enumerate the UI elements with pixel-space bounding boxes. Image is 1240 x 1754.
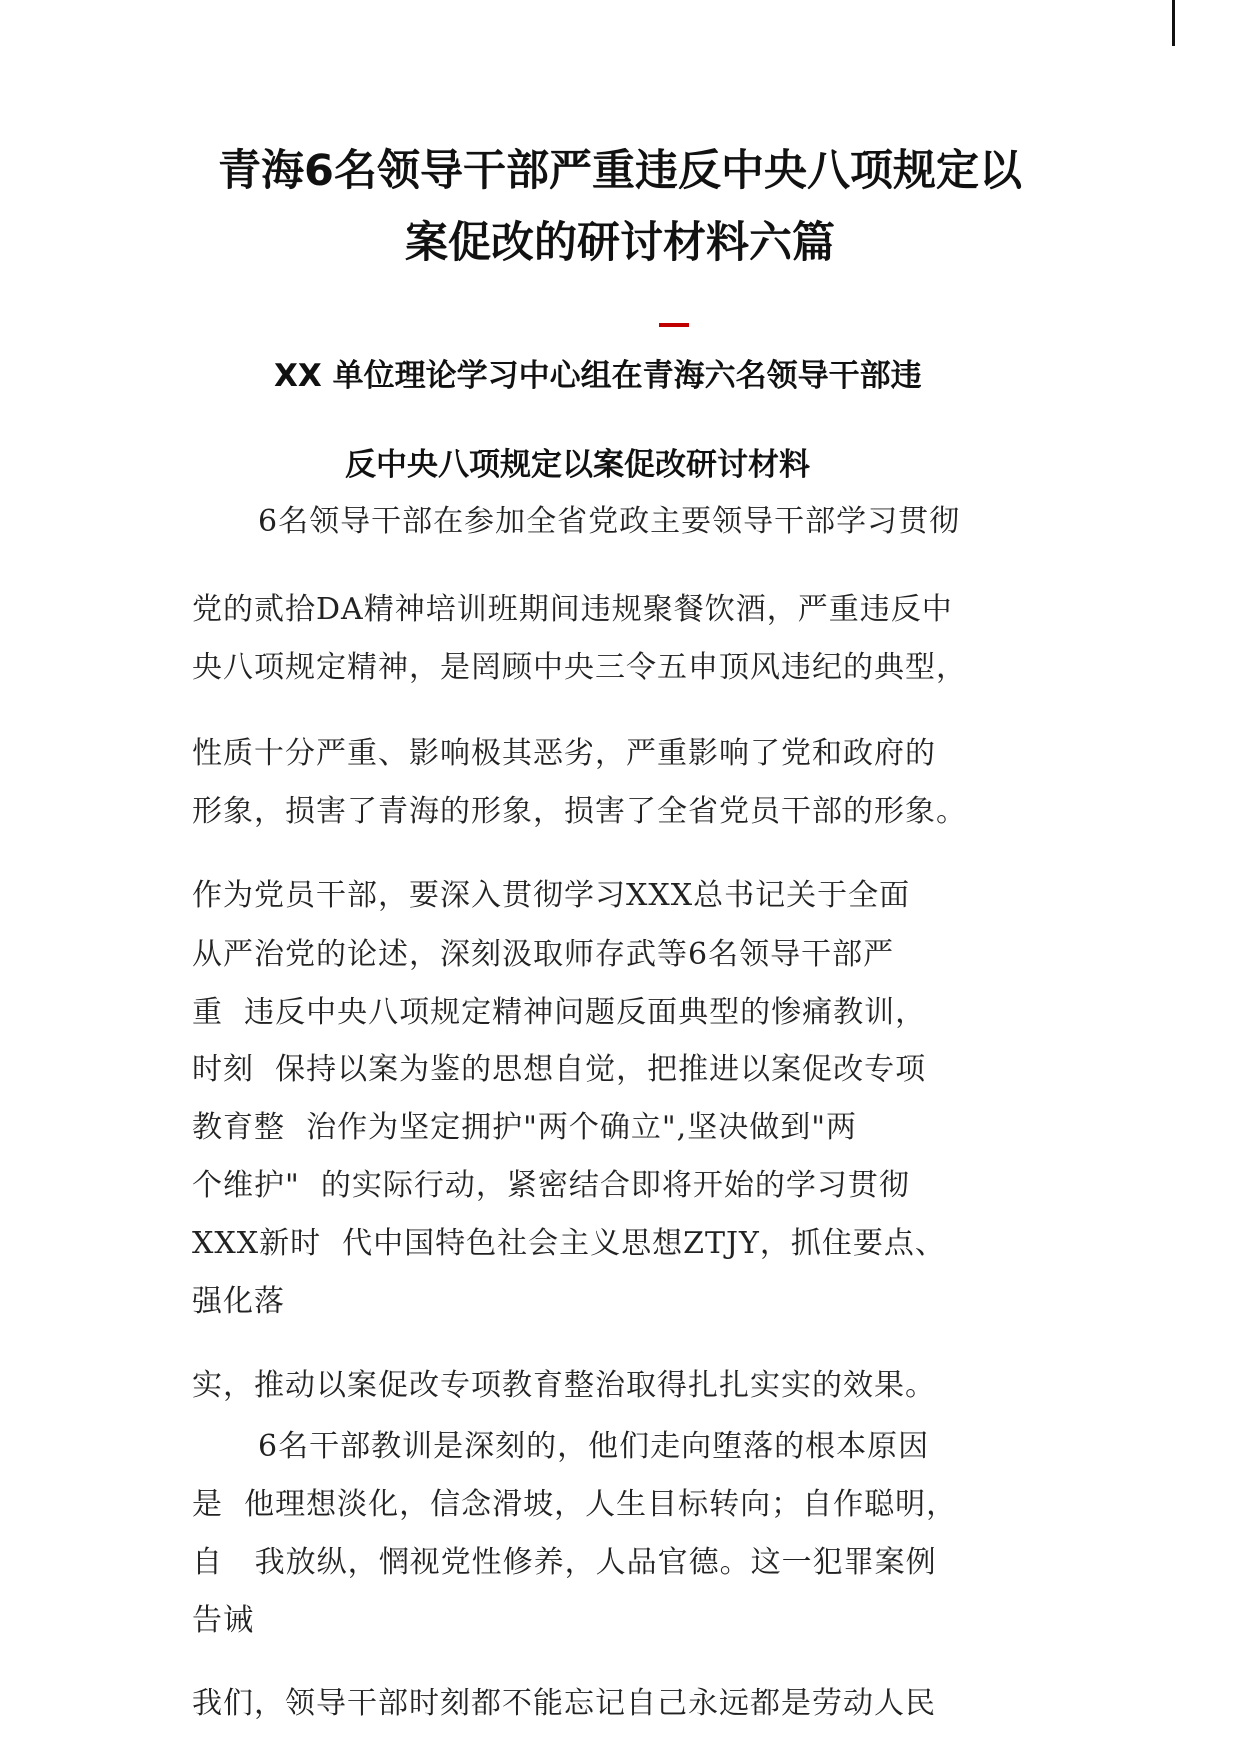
body-line: 是 他理想淡化，信念滑坡，人生目标转向；自作聪明， <box>192 1487 958 1522</box>
body-line: 我们，领导干部时刻都不能忘记自己永远都是劳动人民 <box>192 1686 936 1721</box>
body-line: 时刻 保持以案为鉴的思想自觉，把推进以案促改专项 <box>192 1052 927 1087</box>
subtitle-line-2: 反中央八项规定以案促改研讨材料 <box>345 447 810 483</box>
subtitle-line-1: XX 单位理论学习中心组在青海六名领导干部违 <box>274 358 922 394</box>
corner-mark <box>1172 0 1175 46</box>
body-line: 作为党员干部，要深入贯彻学习XXX总书记关于全面 <box>192 878 911 913</box>
body-line: 性质十分严重、影响极其恶劣，严重影响了党和政府的 <box>192 736 936 771</box>
body-line: 个维护" 的实际行动，紧密结合即将开始的学习贯彻 <box>192 1168 910 1203</box>
body-line: 从严治党的论述，深刻汲取师存武等6名领导干部严 <box>192 937 895 972</box>
body-line: 强化落 <box>192 1284 285 1319</box>
title-line-1: 青海6名领导干部严重违反中央八项规定以 <box>218 146 1022 196</box>
body-line: 重 违反中央八项规定精神问题反面典型的惨痛教训， <box>192 995 927 1030</box>
body-line: 告诫 <box>192 1603 254 1638</box>
body-line: 教育整 治作为坚定拥护"两个确立",坚决做到"两 <box>192 1110 858 1145</box>
body-line: 6名领导干部在参加全省党政主要领导干部学习贯彻 <box>258 504 961 539</box>
body-line: 6名干部教训是深刻的，他们走向堕落的根本原因 <box>258 1429 930 1464</box>
body-line: XXX新时 代中国特色社会主义思想ZTJY，抓住要点、 <box>192 1226 946 1261</box>
body-line: 形象，损害了青海的形象，损害了全省党员干部的形象。 <box>192 794 967 829</box>
body-line: 实，推动以案促改专项教育整治取得扎扎实实的效果。 <box>192 1368 936 1403</box>
section-number <box>659 305 689 335</box>
body-line: 党的贰拾DA精神培训班期间违规聚餐饮酒，严重违反中 <box>192 592 953 627</box>
body-line: 自 我放纵，惘视党性修养，人品官德。这一犯罪案例 <box>192 1545 937 1580</box>
body-line: 央八项规定精神，是罔顾中央三令五申顶风违纪的典型， <box>192 650 967 685</box>
title-line-2: 案促改的研讨材料六篇 <box>405 218 835 268</box>
